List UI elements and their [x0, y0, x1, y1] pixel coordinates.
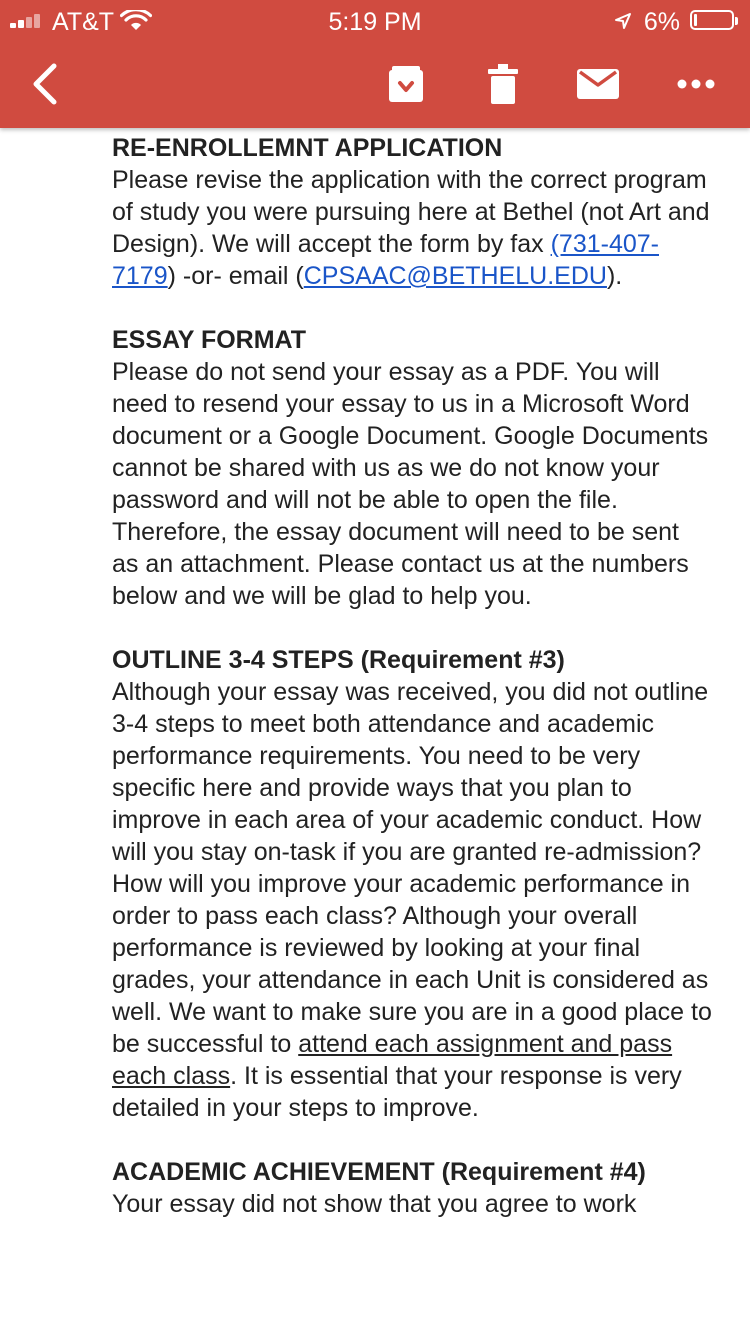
app-header: [0, 0, 750, 128]
back-button[interactable]: [22, 58, 68, 110]
mark-unread-button[interactable]: [574, 58, 622, 110]
section-text: Although your essay was received, you did not outline 3-4 steps to meet both attendance and academic performance requirements. You need to be very specific here and provide ways that you plan to improve in each area of your academic conduct. How will you stay on-task if you are granted re-admission? How will you improve your academic performance in order to pass each class? Although your overall performance is reviewed by looking at your final grades, your attendance in each Unit is considered as well. We want to make sure you are in a good place to be successful to attend each assignment and pass each class. It is essential that your response is very detailed in your steps to improve.: [112, 678, 712, 1122]
fax-link[interactable]: (731-407-7179: [112, 230, 659, 290]
section-text: Please do not send your essay as a PDF. You will need to resend your essay to us in a Microsoft Word document or a Google Document. Google Documents cannot be shared with us as we do not know your password and will not be able to open the file. Therefore, the essay document will need to be sent as an attachment. Please contact us at the numbers below and we will be glad to help you.: [112, 358, 709, 610]
delete-button[interactable]: [480, 58, 526, 110]
section-heading: OUTLINE 3-4 STEPS (Requirement #3): [112, 646, 565, 674]
underlined-text: attend each assignment and pass each class: [112, 1030, 673, 1090]
mail-icon: [576, 67, 620, 101]
section-text: Please revise the application with the correct program of study you were pursuing here at Bethel (not Art and Design). We will accept the form by fax (731-407-7179) -or- email (CPSAAC@BETHELU.EDU).: [112, 166, 710, 290]
more-icon: [677, 79, 715, 89]
section-heading: ESSAY FORMAT: [112, 326, 307, 354]
section-text: Your essay did not show that you agree to work: [112, 1190, 637, 1218]
more-button[interactable]: [672, 58, 720, 110]
essay-format-section: [112, 324, 712, 612]
archive-icon: [387, 64, 425, 104]
archive-button[interactable]: [382, 58, 430, 110]
email-link[interactable]: CPSAAC@BETHELU.EDU: [303, 262, 607, 290]
location-icon: [614, 12, 632, 30]
email-body: [112, 128, 712, 1220]
outline-steps-section: [112, 644, 712, 1124]
section-heading: ACADEMIC ACHIEVEMENT (Requirement #4): [112, 1158, 646, 1186]
status-bar: [0, 0, 750, 40]
battery-percent: 6%: [643, 8, 680, 36]
back-arrow-icon: [30, 63, 60, 105]
clock: 5:19 PM: [328, 8, 422, 36]
battery-icon: [690, 10, 734, 30]
section-heading: RE-ENROLLEMNT APPLICATION: [112, 134, 503, 162]
carrier-label: AT&T: [52, 8, 115, 36]
trash-icon: [487, 63, 519, 105]
reenrollment-section: [112, 132, 712, 292]
academic-achievement-section: [112, 1156, 712, 1220]
